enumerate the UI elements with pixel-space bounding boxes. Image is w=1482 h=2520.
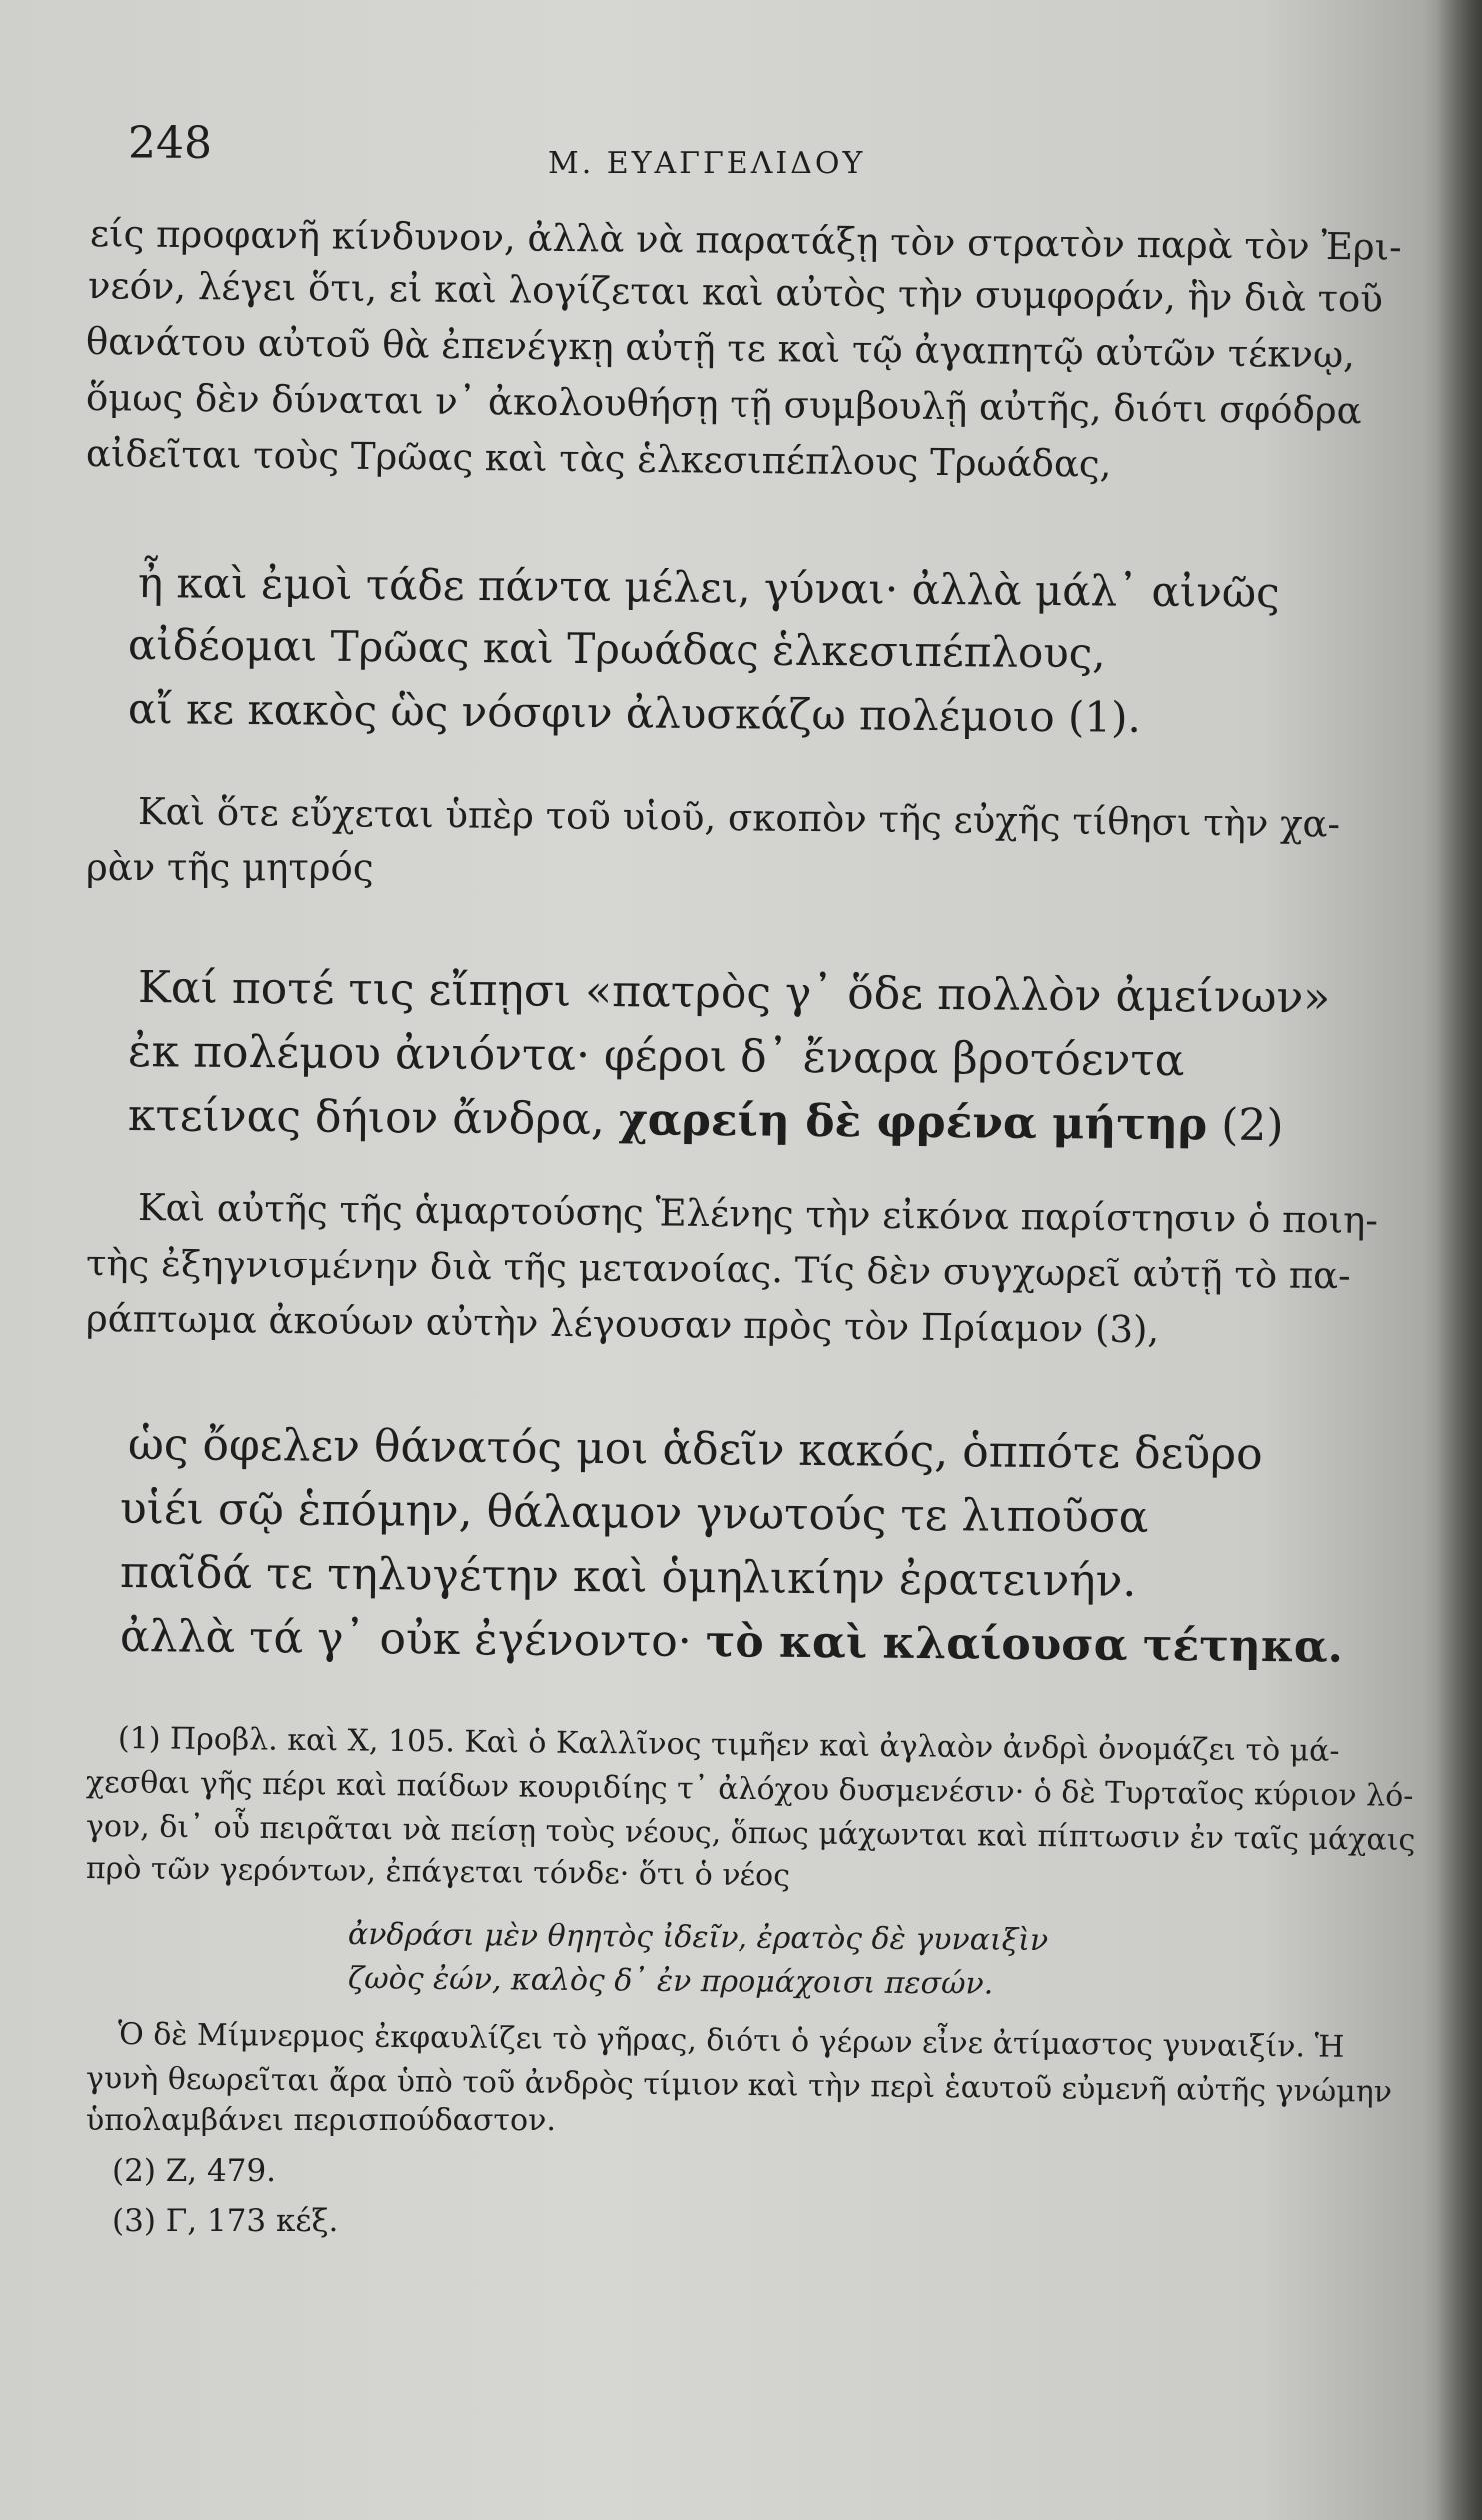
- verse3-line3: παῖδά τε τηλυγέτην καὶ ὁμηλικίην ἐρατεινήν.: [119, 1547, 1137, 1607]
- footnote1-line2: χεσθαι γῆς πέρι καὶ παίδων κουριδίης τ᾽ ἀλόχου δυσμενέσιν· ὁ δὲ Τυρταῖος κύριον λό-: [85, 1765, 1414, 1814]
- page-number: 248: [128, 118, 212, 169]
- paragraph3-line2: τὴς ἐξηγνισμένην διὰ τῆς μετανοίας. Τίς δὲν συγχωρεῖ αὐτῇ τὸ πα-: [85, 1242, 1351, 1298]
- verse1-line3: αἴ κε κακὸς ὣς νόσφιν ἀλυσκάζω πολέμοιο (1).: [127, 684, 1142, 742]
- verse1-line1: ἦ καὶ ἐμοὶ τάδε πάντα μέλει, γύναι· ἀλλὰ μάλ᾽ αἰνῶς: [137, 558, 1280, 617]
- footnote1-cont-line1: Ὁ δὲ Μίμνερμος ἐκφαυλίζει τὸ γῆρας, διότι ὁ γέρων εἶνε ἀτίμαστος γυναιξίν. Ἡ: [117, 2017, 1345, 2065]
- verse3-line4-start: ἀλλὰ τά γ᾽ οὐκ ἐγένοντο·: [119, 1611, 692, 1667]
- footnote1-cont-line3: ὑπολαμβάνει περισπούδαστον.: [86, 2103, 556, 2138]
- paragraph2-line1: Καὶ ὅτε εὔχεται ὑπὲρ τοῦ υἱοῦ, σκοπὸν τῆς εὐχῆς τίθησι τὴν χα-: [137, 790, 1341, 846]
- verse3-line4: [120, 1611, 1343, 1673]
- verse2-line2: ἐκ πολέμου ἀνιόντα· φέροι δ᾽ ἔναρα βροτόεντα: [127, 1026, 1185, 1087]
- footnote2: (2) Ζ, 479.: [112, 2153, 277, 2189]
- footnote1-cont-line2: γυνὴ θεωρεῖται ἄρα ὑπὸ τοῦ ἀνδρὸς τίμιον καὶ τὴν περὶ ἑαυτοῦ εὐμενῆ αὐτῆς γνώμην: [85, 2061, 1393, 2110]
- verse1-line2: αἰδέομαι Τρῶας καὶ Τρωάδας ἑλκεσιπέπλους,: [127, 620, 1106, 678]
- verse2-line3-end: (2): [1220, 1099, 1284, 1152]
- footnote1-verse-line2: ζωὸς ἐών, καλὸς δ᾽ ἐν προμάχοισι πεσών.: [347, 1961, 994, 2002]
- footnote1-line3: γον, δι᾽ οὗ πειρᾶται νὰ πείσῃ τοὺς νέους, ὅπως μάχωνται καὶ πίπτωσιν ἐν ταῖς μάχαις: [85, 1809, 1416, 1858]
- running-title: Μ. ΕΥΑΓΓΕΛΙΔΟΥ: [548, 146, 866, 181]
- paragraph1-line4: ὅμως δὲν δύναται ν᾽ ἀκολουθήσῃ τῇ συμβουλῇ αὐτῆς, διότι σφόδρα: [85, 376, 1362, 433]
- verse3-line1: ὡς ὄφελεν θάνατός μοι ἁδεῖν κακός, ὁππότε δεῦρο: [127, 1419, 1263, 1480]
- paragraph2-line2: ρὰν τῆς μητρός: [86, 846, 374, 889]
- verse3-line4-bold: τὸ καὶ κλαίουσα τέτηκα.: [705, 1616, 1344, 1673]
- verse2-line3-start: κτείνας δήιον ἄνδρα,: [127, 1090, 606, 1146]
- paragraph1-line5: αἰδεῖται τοὺς Τρῶας καὶ τὰς ἑλκεσιπέπλους Τρωάδας,: [85, 432, 1112, 486]
- footnote1-line4: πρὸ τῶν γερόντων, ἐπάγεται τόνδε· ὅτι ὁ νέος: [85, 1851, 791, 1894]
- footnote1-line1: (1) Προβλ. καὶ Χ, 105. Καὶ ὁ Καλλῖνος τιμῆεν καὶ ἀγλαὸν ἀνδρὶ ὀνομάζει τὸ μά-: [117, 1721, 1340, 1769]
- footnote3: (3) Γ, 173 κέξ.: [112, 2203, 339, 2239]
- footnote1-verse-line1: ἀνδράσι μὲν θηητὸς ἰδεῖν, ἐρατὸς δὲ γυναιξὶν: [347, 1917, 1049, 1959]
- paragraph3-line1: Καὶ αὐτῆς τῆς ἁμαρτούσης Ἑλένης τὴν εἰκόνα παρίστησιν ὁ ποιη-: [137, 1186, 1379, 1242]
- paragraph1-line1: είς προφανῆ κίνδυνον, ἀλλὰ νὰ παρατάξῃ τὸν στρατὸν παρὰ τὸν Ἐρι-: [89, 212, 1402, 269]
- paragraph1-line3: θανάτου αὐτοῦ θὰ ἐπενέγκῃ αὐτῇ τε καὶ τῷ ἀγαπητῷ αὐτῶν τέκνῳ,: [85, 320, 1356, 377]
- verse2-line3-bold: χαρείη δὲ φρένα μήτηρ: [618, 1094, 1208, 1151]
- verse2-line3: [128, 1090, 1284, 1151]
- paragraph1-line2: νεόν, λέγει ὅτι, εἰ καὶ λογίζεται καὶ αὐτὸς τὴν συμφοράν, ἣν διὰ τοῦ: [87, 264, 1384, 321]
- verse2-line1: Καί ποτέ τις εἴπῃσι «πατρὸς γ᾽ ὅδε πολλὸν ἀμείνων»: [137, 962, 1331, 1024]
- paragraph3-line3: ράπτωμα ἀκούων αὐτὴν λέγουσαν πρὸς τὸν Πρίαμον (3),: [85, 1297, 1160, 1352]
- verse3-line2: υἱέι σῷ ἑπόμην, θάλαμον γνωτούς τε λιποῦσα: [119, 1483, 1149, 1543]
